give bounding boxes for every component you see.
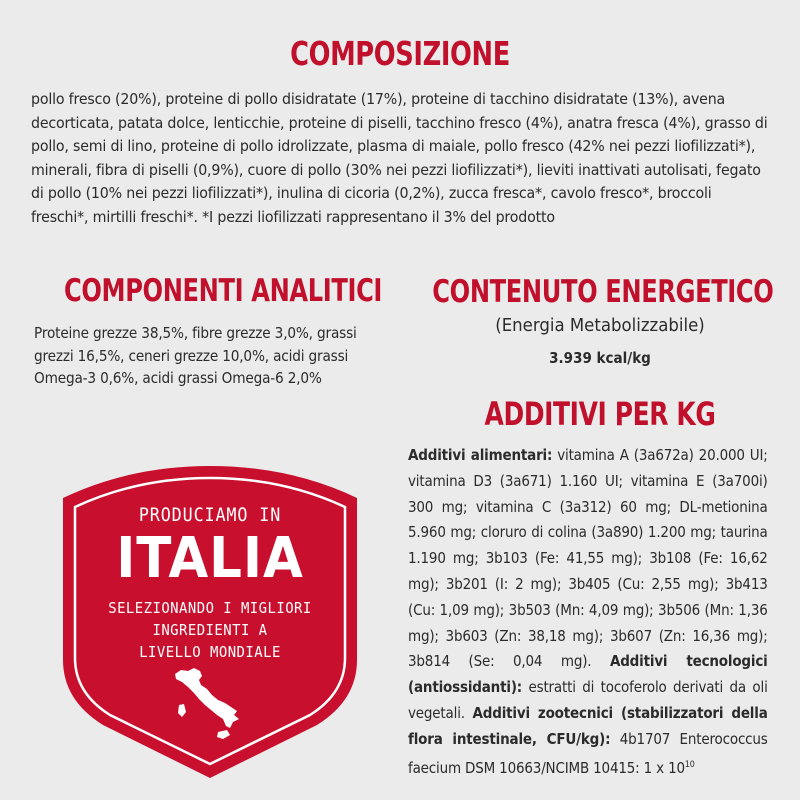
made-in-italy-badge <box>55 460 365 780</box>
additivi-zootecnici-text: 4b1707 Enterococcus faecium DSM 10663/NCIMB 10415: 1 x 10 <box>408 729 768 777</box>
additivi-tecnologici-text: estratti di tocoferolo derivati da oli vegetali. <box>408 678 768 722</box>
additivi-alimentari-text: vitamina A (3a672a) 20.000 UI; vitamina D3 (3a671) 1.160 UI; vitamina E (3a700i) 300 mg; vitamina C (3a312) 60 mg; DL-metionina 5.960 mg; cloruro di colina (3a890) 1.200 mg; taurina 1.190 mg; 3b103 (Fe: 41,55 mg); 3b108 (Fe: 16,62 mg); 3b201 (I: 2 mg); 3b405 (Cu: 2,55 mg); 3b413 (Cu: 1,09 mg); 3b503 (Mn: 4,09 mg); 3b506 (Mn: 1,36 mg); 3b603 (Zn: 38,18 mg); 3b607 (Zn: 16,36 mg); 3b814 (Se: 0,04 mg). <box>408 446 768 671</box>
contenuto-energetico-value: 3.939 kcal/kg <box>549 349 651 367</box>
badge-line-ingredienti: INGREDIENTI A <box>152 621 268 639</box>
badge-produciamo-in: PRODUCIAMO IN <box>138 504 282 526</box>
componenti-analitici-title: COMPONENTI ANALITICI <box>64 273 383 309</box>
contenuto-energetico-subtitle: (Energia Metabolizzabile) <box>495 315 705 336</box>
composizione-text: pollo fresco (20%), proteine di pollo disidratate (17%), proteine di tacchino disidratate (13%), avena decorticata, patata dolce, lenticchie, proteine di piselli, tacchino fresco (4%), anatra fresca (4%), grasso di pollo, semi di lino, proteine di pollo idrolizzate, plasma di maiale, pollo fresco (42% nei pezzi liofilizzati*), minerali, fibra di piselli (0,9%), cuore di pollo (30% nei pezzi liofilizzati*), lieviti inattivati autolisati, fegato di pollo (10% nei pezzi liofilizzati*), inulina di cicoria (0,2%), zucca fresca*, cavolo fresco*, broccoli freschi*, mirtilli freschi*. *I pezzi liofilizzati rappresentano il 3% del prodotto <box>31 90 768 226</box>
badge-line-selezionando: SELEZIONANDO I MIGLIORI <box>108 599 312 617</box>
additivi-title: ADDITIVI PER KG <box>484 395 716 433</box>
componenti-analitici-text: Proteine grezze 38,5%, fibre grezze 3,0%, grassi grezzi 16,5%, ceneri grezze 10,0%, acidi grassi Omega-3 0,6%, acidi grassi Omega-6 2,0% <box>34 324 357 387</box>
additivi-zootecnici-exponent: 10 <box>684 759 695 770</box>
additivi-tecnologici-label: Additivi tecnologici (antiossidanti): <box>408 652 768 697</box>
badge-italia: ITALIA <box>116 526 304 591</box>
contenuto-energetico-title: CONTENUTO ENERGETICO <box>432 274 774 310</box>
composizione-title: COMPOSIZIONE <box>290 34 510 73</box>
additivi-zootecnici-label: Additivi zootecnici (stabilizzatori della flora intestinale, CFU/kg): <box>408 703 768 748</box>
additivi-text <box>408 443 768 781</box>
additivi-alimentari-label: Additivi alimentari: <box>408 446 553 464</box>
badge-selezionando <box>71 597 350 663</box>
badge-line-livello: LIVELLO MONDIALE <box>139 643 281 661</box>
